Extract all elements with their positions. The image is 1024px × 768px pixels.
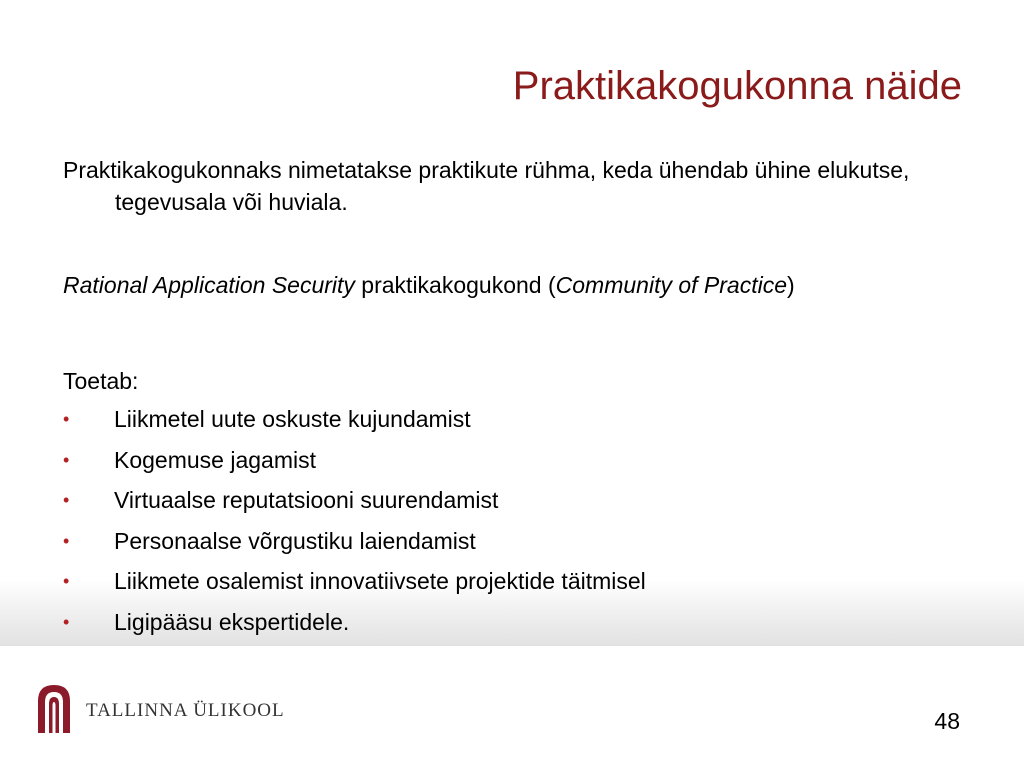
slide-title: Praktikakogukonna näide [512,64,962,108]
bullet-icon: • [63,611,70,632]
bullet-list [63,403,646,646]
bullet-icon: • [63,449,70,470]
university-logo-icon [36,683,72,733]
supports-label: Toetab: [63,368,139,394]
bullet-icon: • [63,571,70,591]
bullet-text: Liikmetel uute oskuste kujundamist [114,406,471,432]
community-text: praktikakogukond ( [354,272,556,298]
community-paragraph [63,269,1015,301]
university-name: TALLINNA ÜLIKOOL [86,700,285,721]
product-name: Rational Application Security [63,272,355,298]
list-item [63,403,646,444]
bullet-icon: • [63,490,70,510]
list-item [63,565,646,606]
list-item [63,444,646,485]
bullet-text: Ligipääsu ekspertidele. [114,608,350,635]
list-item [63,525,646,566]
list-item [63,606,646,647]
page-number: 48 [934,708,960,734]
list-item [63,484,646,525]
definition-paragraph: Praktikakogukonnaks nimetatakse praktikute rühma, keda ühendab ühine elukutse, tegevusala või huviala. [63,157,910,215]
bullet-text: Personaalse võrgustiku laiendamist [114,527,476,554]
bullet-icon: • [63,409,70,429]
closing-paren: ) [787,272,795,298]
bullet-text: Liikmete osalemist innovatiivsete projektide täitmisel [114,568,646,594]
bullet-text: Kogemuse jagamist [114,446,316,473]
community-term: Community of Practice [555,272,788,298]
bullet-icon: • [63,530,70,551]
bullet-text: Virtuaalse reputatsiooni suurendamist [114,487,499,513]
